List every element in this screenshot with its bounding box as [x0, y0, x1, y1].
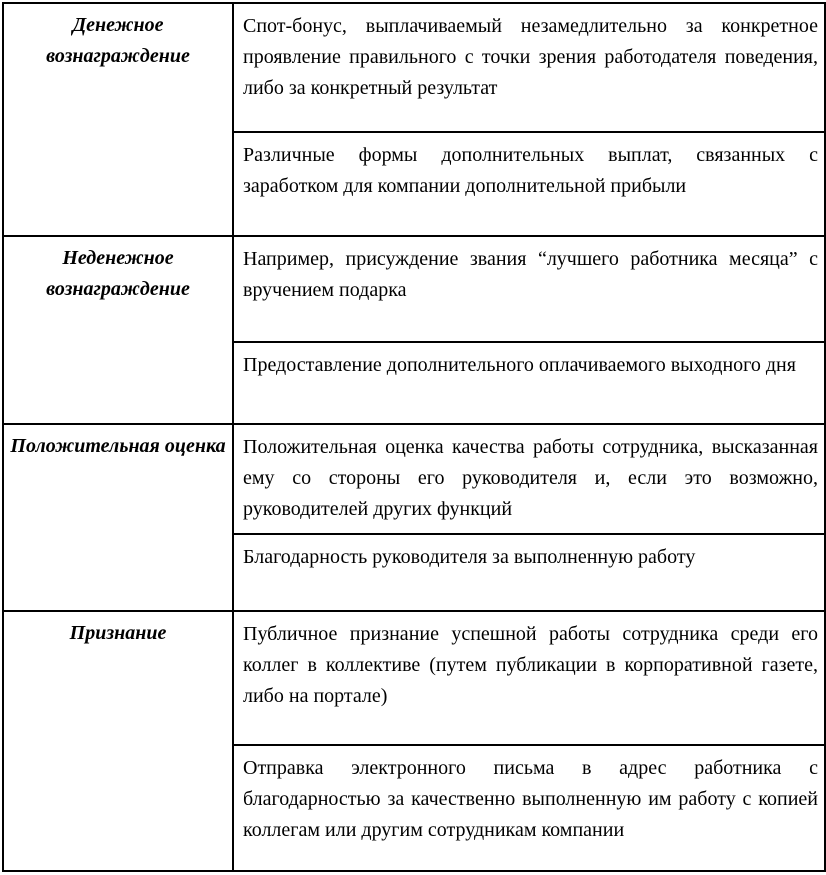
description-cell: Например, присуждение звания “лучшего работника месяца” с вручением подарка: [233, 236, 825, 342]
description-cell: Спот-бонус, выплачиваемый незамедлительно за конкретное проявление правильного с точки зрения работодателя поведения, либо за конкретный результат: [233, 3, 825, 132]
reward-types-table: [2, 2, 826, 872]
category-cell-monetary-reward: Денежное вознаграждение: [3, 3, 233, 236]
description-cell: Отправка электронного письма в адрес работника с благодарностью за качественно выполненную им работу с копией коллегам или другим сотрудникам компании: [233, 745, 825, 871]
table-row: [3, 611, 825, 745]
category-cell-positive-evaluation: Положительная оценка: [3, 424, 233, 611]
table-row: [3, 236, 825, 342]
category-cell-nonmonetary-reward: Неденежное вознаграждение: [3, 236, 233, 424]
description-cell: Предоставление дополнительного оплачиваемого выходного дня: [233, 342, 825, 424]
table-row: [3, 3, 825, 132]
description-cell: Публичное признание успешной работы сотрудника среди его коллег в коллективе (путем публикации в корпоративной газете, либо на портале): [233, 611, 825, 745]
description-cell: Различные формы дополнительных выплат, связанных с заработком для компании дополнительной прибыли: [233, 132, 825, 236]
description-cell: Положительная оценка качества работы сотрудника, высказанная ему со стороны его руководителя и, если это возможно, руководителей других функций: [233, 424, 825, 534]
category-cell-recognition: Признание: [3, 611, 233, 871]
description-cell: Благодарность руководителя за выполненную работу: [233, 534, 825, 611]
table-row: [3, 424, 825, 534]
